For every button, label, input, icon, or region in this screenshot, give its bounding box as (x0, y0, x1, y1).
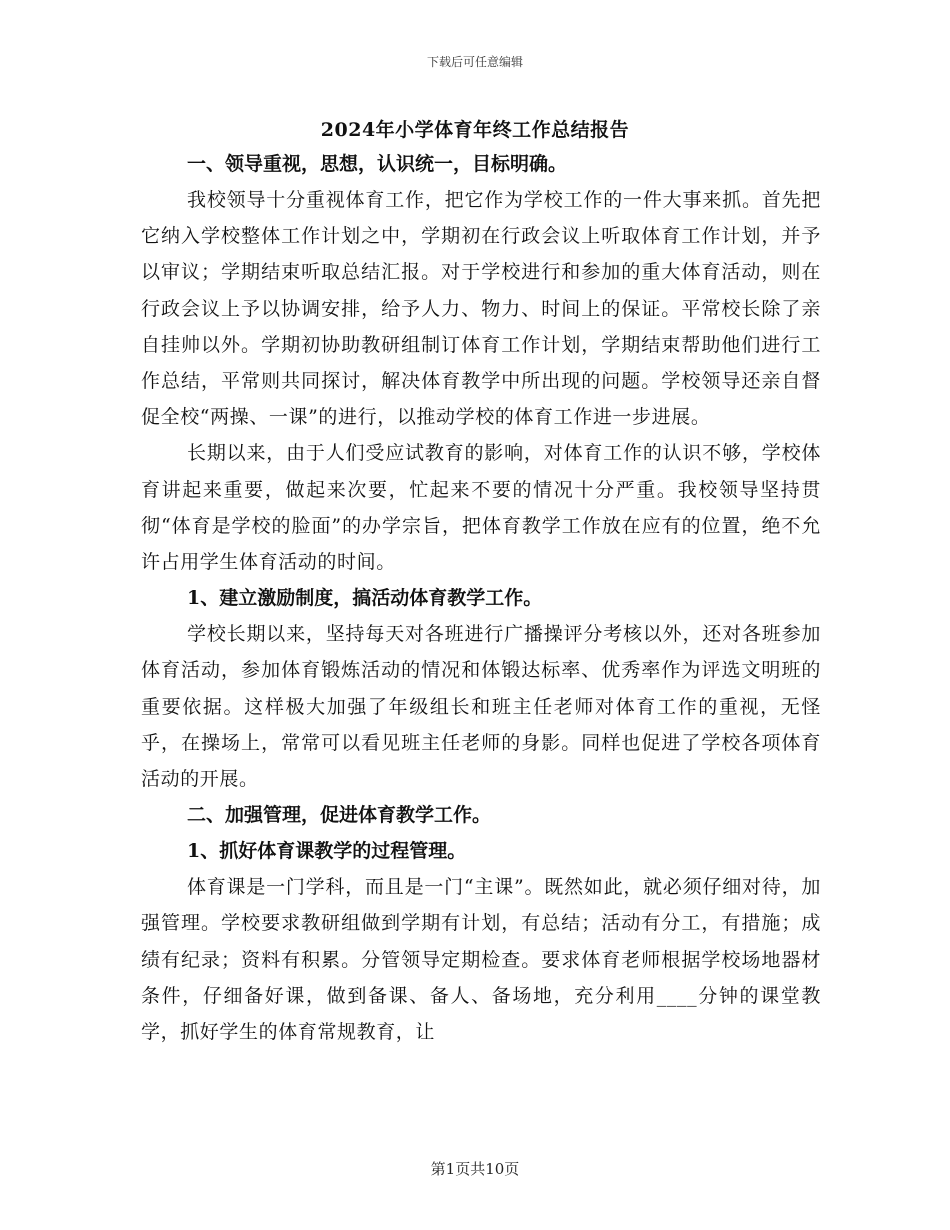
header-note: 下载后可任意编辑 (426, 55, 523, 69)
section-heading: 1、抓好体育课教学的过程管理。 (187, 840, 467, 863)
body-paragraph: 体育课是一门学科，而且是一门“主课”。既然如此，就必须仔细对待，加强管理。学校要求教研组做到学期有计划，有总结；活动有分工，有措施；成绩有纪录；资料有积累。分管领导定期检查。要求体育老师根据学校场地器材条件，仔细备好课，做到备课、备人、备场地，充分利用____分钟的课堂教学，抓好学生的体育常规教育，让 (141, 876, 821, 1044)
body-paragraph: 我校领导十分重视体育工作，把它作为学校工作的一件大事来抓。首先把它纳入学校整体工作计划之中，学期初在行政会议上听取体育工作计划，并予以审议；学期结束听取总结汇报。对于学校进行和参加的重大体育活动，则在行政会议上予以协调安排，给予人力、物力、时间上的保证。平常校长除了亲自挂帅以外。学期初协助教研组制订体育工作计划，学期结束帮助他们进行工作总结，平常则共同探讨，解决体育教学中所出现的问题。学校领导还亲自督促全校“两操、一课”的进行，以推动学校的体育工作进一步进展。 (141, 189, 821, 429)
section-heading: 一、领导重视，思想，认识统一，目标明确。 (187, 153, 568, 175)
body-paragraph: 长期以来，由于人们受应试教育的影响，对体育工作的认识不够，学校体育讲起来重要，做起来次要，忙起来不要的情况十分严重。我校领导坚持贯彻“体育是学校的脸面”的办学宗旨，把体育教学工作放在应有的位置，绝不允许占用学生体育活动的时间。 (141, 442, 821, 574)
section-heading: 1、建立激励制度，搞活动体育教学工作。 (187, 587, 543, 610)
section-heading: 二、加强管理，促进体育教学工作。 (187, 804, 492, 827)
document-title: 2024年小学体育年终工作总结报告 (320, 119, 630, 141)
document-body (141, 146, 821, 1050)
body-paragraph: 学校长期以来，坚持每天对各班进行广播操评分考核以外，还对各班参加体育活动，参加体育锻炼活动的情况和体锻达标率、优秀率作为评选文明班的重要依据。这样极大加强了年级组长和班主任老师对体育工作的重视，无怪乎，在操场上，常常可以看见班主任老师的身影。同样也促进了学校各项体育活动的开展。 (141, 623, 821, 791)
page-footer: 第1页共10页 (430, 1160, 520, 1178)
